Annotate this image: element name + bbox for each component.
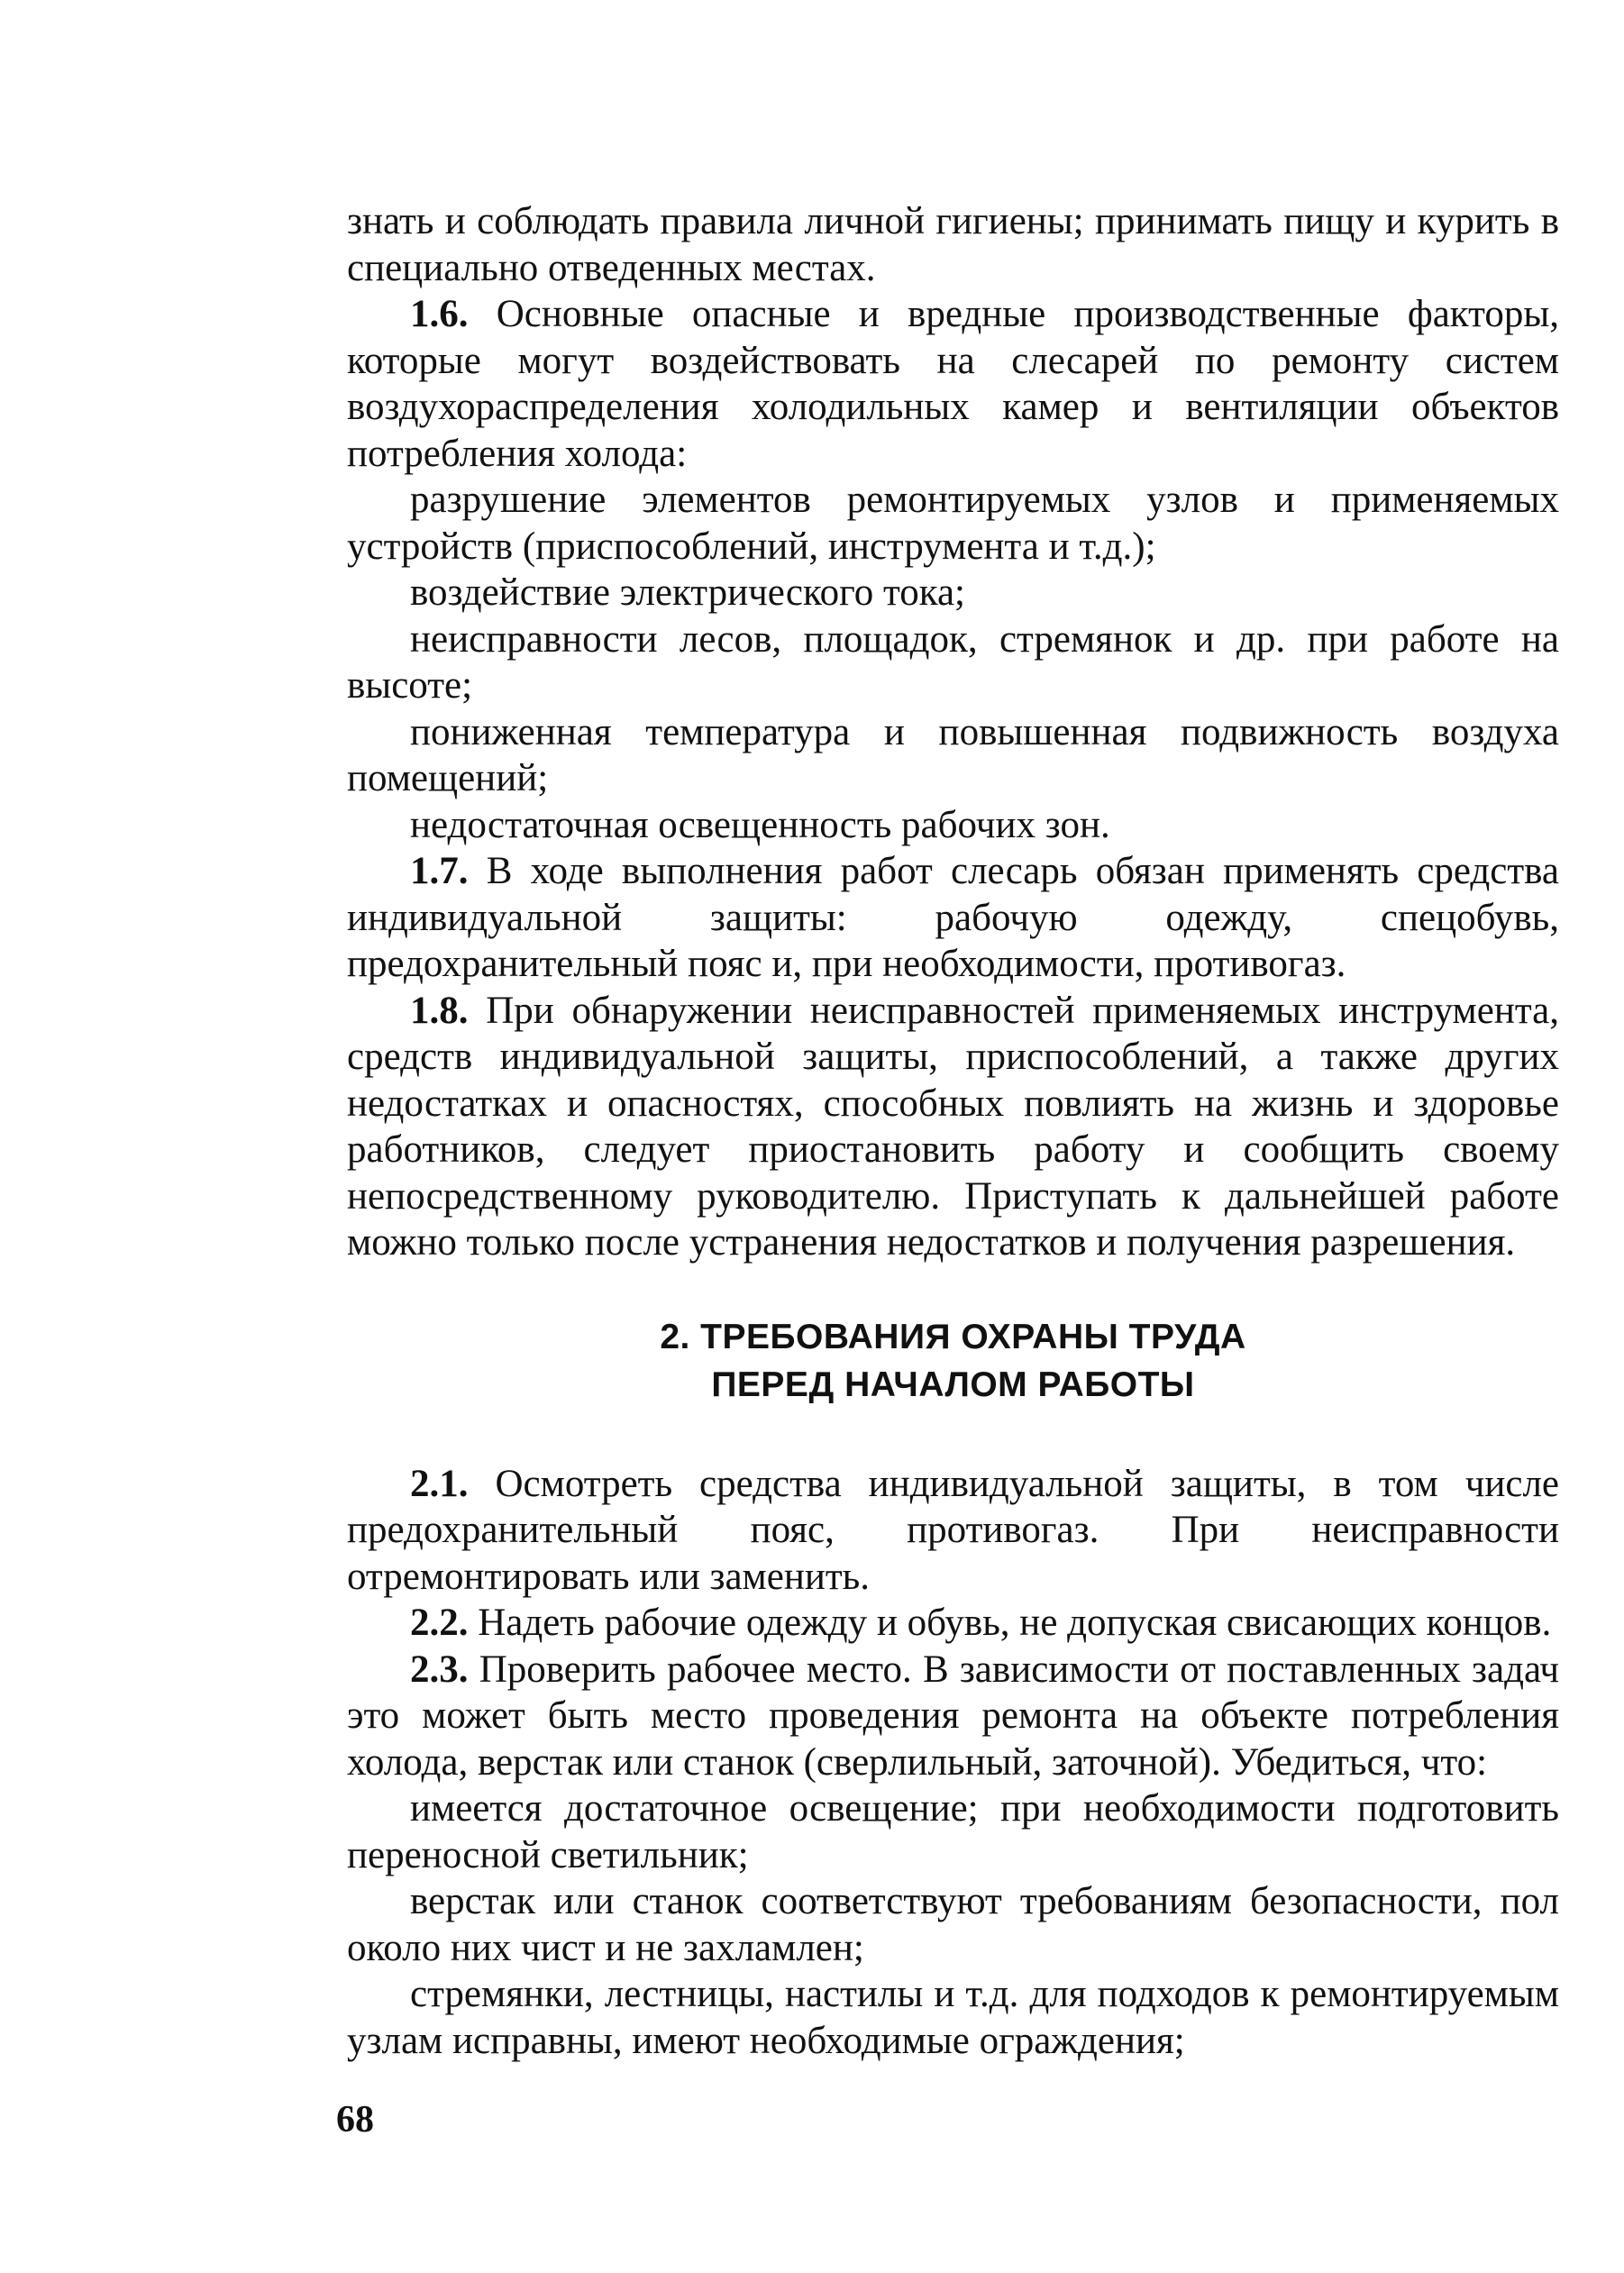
clause-text: Надеть рабочие одежду и обувь, не допуская свисающих концов. xyxy=(468,1602,1552,1644)
document-page xyxy=(347,198,1559,2064)
page-number: 68 xyxy=(336,2099,374,2141)
hazard-item: недостаточная освещенность рабочих зон. xyxy=(410,803,1110,846)
paragraph-2-1 xyxy=(347,1461,1559,1601)
clause-text: Основные опасные и вредные производственные факторы, которые могут воздействовать на слесарей по ремонту систем воздухораспределения холодильных камер и вентиляции объектов потребления холода: xyxy=(347,293,1559,475)
clause-number: 2.1. xyxy=(410,1462,469,1505)
paragraph-1-7 xyxy=(347,848,1559,988)
paragraph-2-3 xyxy=(347,1647,1559,1786)
section-heading xyxy=(347,1313,1559,1409)
clause-number: 1.8. xyxy=(410,989,469,1032)
paragraph-continuation: знать и соблюдать правила личной гигиены; принимать пищу и курить в специально отведенных местах. xyxy=(347,200,1559,289)
hazard-item: воздействие электрического тока; xyxy=(410,571,965,614)
clause-number: 2.2. xyxy=(410,1602,469,1644)
paragraph-1-8 xyxy=(347,988,1559,1266)
hazard-item: неисправности лесов, площадок, стремянок и др. при работе на высоте; xyxy=(347,617,1559,707)
clause-text: Осмотреть средства индивидуальной защиты, в том числе предохранительный пояс, противогаз. При неисправности отремонтировать или заменить. xyxy=(347,1462,1559,1598)
paragraph-1-6 xyxy=(347,291,1559,477)
check-item: стремянки, лестницы, настилы и т.д. для подходов к ремонтируемым узлам исправны, имеют необходимые ограждения; xyxy=(347,1973,1559,2062)
clause-number: 1.7. xyxy=(410,850,469,892)
paragraph-2-2 xyxy=(347,1600,1559,1647)
clause-number: 1.6. xyxy=(410,293,469,335)
clause-text: Проверить рабочее место. В зависимости от поставленных задач это может быть место проведения ремонта на объекте потребления холода, верстак или станок (сверлильный, заточной). Убедиться, что: xyxy=(347,1648,1559,1784)
clause-number: 2.3. xyxy=(410,1648,469,1691)
section-heading-line-2: ПЕРЕД НАЧАЛОМ РАБОТЫ xyxy=(711,1365,1195,1404)
clause-text: В ходе выполнения работ слесарь обязан применять средства индивидуальной защиты: рабочую одежду, спецобувь, предохранительный пояс и, при необходимости, противогаз. xyxy=(347,850,1559,985)
hazard-item: пониженная температура и повышенная подвижность воздуха помещений; xyxy=(347,710,1559,799)
check-item: имеется достаточное освещение; при необходимости подготовить переносной светильник; xyxy=(347,1787,1559,1876)
section-heading-line-1: 2. ТРЕБОВАНИЯ ОХРАНЫ ТРУДА xyxy=(660,1317,1246,1356)
check-item: верстак или станок соответствуют требованиям безопасности, пол около них чист и не захламлен; xyxy=(347,1880,1559,1969)
clause-text: При обнаружении неисправностей применяемых инструмента, средств индивидуальной защиты, приспособлений, а также других недостатках и опасностях, способных повлиять на жизнь и здоровье работников, следует приостановить работу и сообщить своему непосредственному руководителю. Приступать к дальнейшей работе можно только после устранения недостатков и получения разрешения. xyxy=(347,989,1559,1264)
hazard-item: разрушение элементов ремонтируемых узлов и применяемых устройств (приспособлений, инструмента и т.д.); xyxy=(347,479,1559,568)
